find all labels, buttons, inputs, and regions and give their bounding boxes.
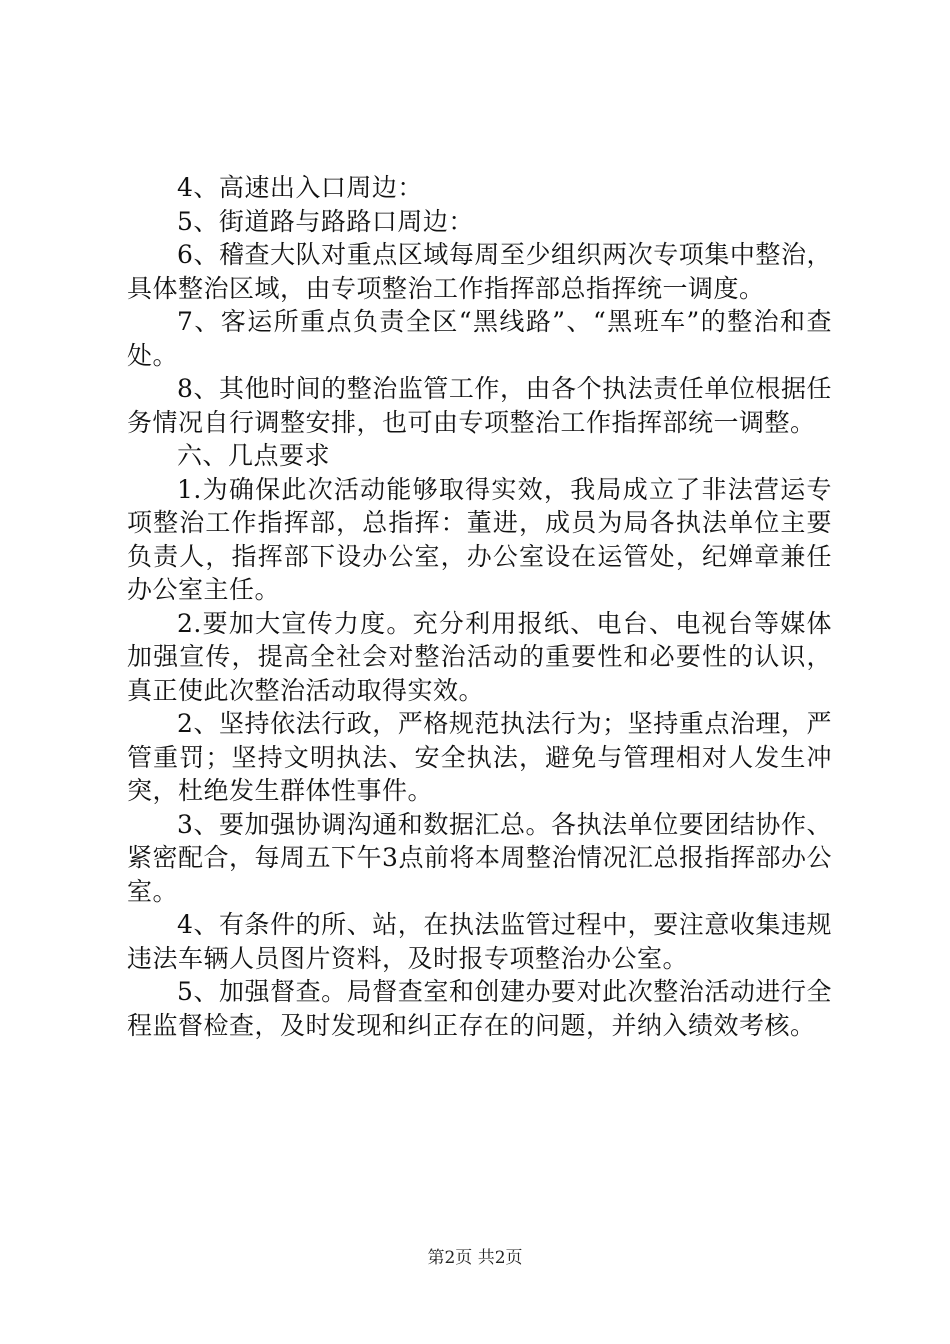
paragraph-req-4-evidence: 4、有条件的所、站，在执法监管过程中，要注意收集违规违法车辆人员图片资料，及时报专项整治办公室。: [127, 910, 832, 973]
paragraph-req-2-law: 2、坚持依法行政，严格规范执法行为；坚持重点治理，严管重罚；坚持文明执法、安全执法，避免与管理相对人发生冲突，杜绝发生群体性事件。: [127, 709, 832, 805]
paragraph-req-1-command: 1.为确保此次活动能够取得实效，我局成立了非法营运专项整治工作指挥部，总指挥：董进，成员为局各执法单位主要负责人，指挥部下设办公室，办公室设在运管处，纪婵章兼任办公室主任。: [127, 474, 832, 604]
page-number-footer: 第2页 共2页: [427, 1248, 523, 1268]
document-body: [127, 171, 832, 1042]
paragraph-item-7-passenger: 7、客运所重点负责全区“黑线路”、“黑班车”的整治和查处。: [127, 307, 832, 370]
paragraph-item-8-other: 8、其他时间的整治监管工作，由各个执法责任单位根据任务情况自行调整安排，也可由专项整治工作指挥部统一调整。: [127, 374, 832, 437]
paragraph-item-4-exit: 4、高速出入口周边：: [177, 173, 423, 202]
paragraph-item-5-street: 5、街道路与路路口周边：: [177, 206, 474, 236]
paragraph-req-5-supervision: 5、加强督查。局督查室和创建办要对此次整治活动进行全程监督检查，及时发现和纠正存在的问题，并纳入绩效考核。: [127, 977, 832, 1040]
paragraph-item-6-inspection: 6、稽查大队对重点区域每周至少组织两次专项集中整治，具体整治区域，由专项整治工作指挥部总指挥统一调度。: [127, 240, 832, 303]
paragraph-req-3-coordination: 3、要加强协调沟通和数据汇总。各执法单位要团结协作、紧密配合，每周五下午3点前将本周整治情况汇总报指挥部办公室。: [127, 809, 832, 906]
section-heading-requirements: 六、几点要求: [177, 441, 331, 470]
paragraph-req-2-publicity: 2.要加大宣传力度。充分利用报纸、电台、电视台等媒体加强宣传，提高全社会对整治活动的重要性和必要性的认识，真正使此次整治活动取得实效。: [127, 608, 832, 705]
